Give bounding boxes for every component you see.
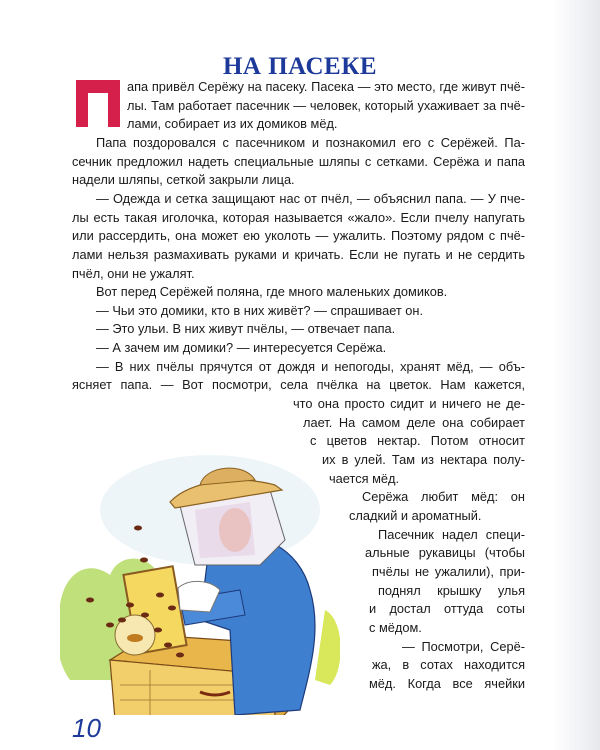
beekeeper-illustration [60, 430, 340, 715]
text-line: поднял крышку улья [378, 582, 525, 598]
text-line: ясняет папа. — Вот посмотри, села пчёлка на цветок. Нам кажется, [72, 377, 525, 393]
page-number: 10 [72, 713, 101, 743]
text-line: лы. Там работает пасечник — человек, который ухаживает за пчё- [127, 97, 525, 113]
text-line: Вот перед Серёжей поляна, где много маленьких домиков. [96, 284, 448, 300]
text-line: Серёжа любит мёд: он [362, 489, 525, 505]
text-line: жа, в сотах находится [372, 657, 525, 673]
page-title: НА ПАСЕКЕ [222, 52, 378, 80]
text-line: мёд. Когда все ячейки [369, 675, 525, 691]
text-line: Папа поздоровался с пасечником и познакомил его с Серёжей. Па- [96, 134, 525, 150]
text-line: — Это ульи. В них живут пчёлы, — отвечает папа. [96, 321, 396, 337]
text-line: надели шляпы, сеткой закрыли лица. [72, 172, 295, 188]
text-line: сладкий и ароматный. [349, 507, 482, 523]
text-line: пчёлы не ужалили), при- [372, 563, 525, 579]
text-line: — Одежда и сетка защищают нас от пчёл, — объяснил папа. — У пче- [96, 190, 525, 206]
text-line: сечник предложил надеть специальные шляпы с сетками. Серёжа и папа [72, 153, 525, 169]
text-line: лами нельзя размахивать руками и кричать. Если не пугать и не сердить [72, 246, 525, 262]
text-line: лы есть такая иголочка, которая называется «жало». Если пчелу напугать [72, 209, 525, 225]
drop-cap-letter [76, 80, 120, 127]
text-line: — В них пчёлы прячутся от дождя и непогоды, хранят мёд, — объ- [96, 358, 525, 374]
text-line: пчёл, они не ужалят. [72, 265, 195, 281]
text-line: лами, собирает из их домиков мёд. [127, 116, 338, 132]
text-line: и достал оттуда соты [369, 601, 525, 617]
text-line: или рассердить, она может ею уколоть — ужалить. Поэтому рядом с пчё- [72, 228, 525, 244]
text-line: чается мёд. [329, 470, 400, 486]
page-edge-shadow [552, 0, 600, 750]
text-line: — Чьи это домики, кто в них живёт? — спрашивает он. [96, 302, 424, 318]
text-line: Пасечник надел специ- [378, 526, 525, 542]
text-line: апа привёл Серёжу на пасеку. Пасека — это место, где живут пчё- [127, 79, 525, 94]
text-line: — А зачем им домики? — интересуется Серёжа. [96, 340, 387, 356]
face [219, 508, 251, 552]
text-line: с мёдом. [369, 619, 422, 635]
text-line: их в улей. Там из нектара полу- [322, 452, 525, 467]
text-line: с цветов нектар. Потом относит [310, 433, 525, 449]
text-line: альные рукавицы (чтобы [365, 545, 525, 561]
text-line: — Посмотри, Серё- [402, 638, 525, 654]
text-line: что она просто сидит и ничего не де- [293, 396, 525, 412]
text-line: лает. На самом деле она собирает [303, 414, 525, 430]
